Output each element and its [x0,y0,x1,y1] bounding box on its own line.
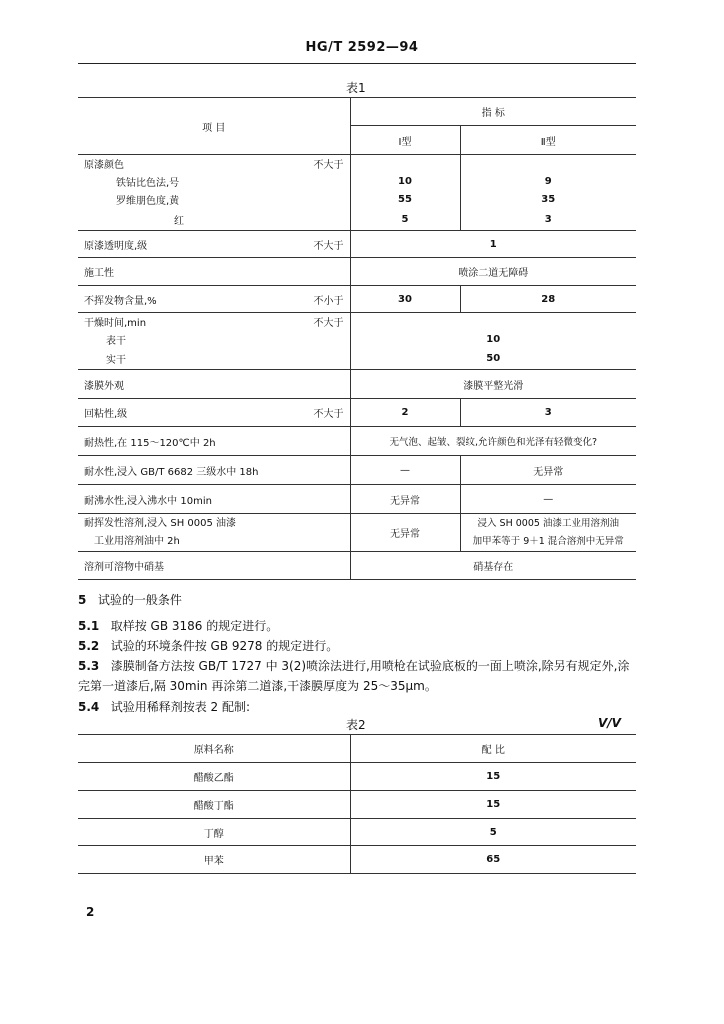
value-merged: 50 [350,349,636,370]
table1-head-item: 项 目 [78,98,350,155]
table-row [78,846,636,874]
row-label: 耐沸水性,浸入沸水中 10min [84,495,212,507]
row-label: 耐挥发性溶剂,浸入 SH 0005 油漆 [84,517,237,529]
row-limit: 不大于 [313,240,344,252]
clause-text: 试验用稀释剂按表 2 配制: [110,700,251,714]
table-row-drying [78,313,636,331]
value-type1: 30 [350,286,460,313]
table2-head-ratio: 配 比 [350,735,636,763]
table-row [78,819,636,846]
table1-head-index: 指 标 [350,98,636,126]
value-merged: 硝基存在 [350,552,636,580]
row-limit: 不大于 [313,318,344,330]
table-row-workability [78,258,636,286]
table-row [78,331,636,349]
value-type2: 28 [460,286,636,313]
clause-text: 取样按 GB 3186 的规定进行。 [110,619,279,633]
clause-number: 5.4 [78,700,100,714]
table-row-nonvolatile [78,286,636,313]
table1-head-type2: Ⅱ型 [460,126,636,155]
table1-header-row [78,98,636,126]
value-merged: 无气泡、起皱、裂纹,允许颜色和光泽有轻微变化? [350,427,636,456]
ratio-value: 15 [350,791,636,819]
table-cell [350,313,636,331]
clause-number: 5.2 [78,639,100,653]
value-type2: 35 [460,191,636,209]
value-merged: 喷涂二道无障碍 [350,258,636,286]
clause-5-2 [78,636,638,656]
row-label: 不挥发物含量,% [84,295,157,307]
ratio-value: 15 [350,763,636,791]
clause-text: 漆膜制备方法按 GB/T 1727 中 3(2)喷涂法进行,用喷枪在试验底板的一面上喷涂,除另有规定外,涂完第一道漆后,隔 30min 再涂第二道漆,干漆膜厚度为 25～35μm。 [78,659,630,693]
table-row [78,763,636,791]
table-row [78,349,636,370]
table-row-color [78,155,636,173]
row-sublabel: 罗维朋色度,黄 [116,196,180,207]
row-label: 耐热性,在 115～120℃中 2h [84,437,216,449]
material-name: 丁醇 [203,828,224,840]
table-cell [78,514,350,552]
row-limit: 不大于 [313,160,344,172]
section5-title [78,590,638,610]
material-name: 甲苯 [203,856,224,867]
value-type1: 无异常 [350,514,460,552]
value-type2: 3 [460,209,636,231]
value-type2: 3 [460,399,636,427]
row-label: 原漆透明度,级 [84,240,148,252]
table-row-water [78,456,636,485]
table-row-solvent [78,514,636,552]
row-label: 干燥时间,min [84,318,147,330]
standard-code-header: HG/T 2592—94 [305,40,419,55]
table2-header-row [78,735,636,763]
table2-head-name: 原料名称 [193,745,234,756]
section-number: 5 [78,593,87,607]
row-label: 溶剂可溶物中硝基 [84,562,164,573]
value-type1: 10 [350,173,460,191]
material-name: 醋酸乙酯 [193,773,234,784]
table2-caption: 表2 [346,718,366,732]
table2 [78,734,636,874]
table-cell [460,155,636,173]
row-sublabel: 铁钴比色法,号 [116,178,180,189]
value-type2: — [460,485,636,514]
row-sublabel: 红 [174,215,184,227]
value-type1: 5 [350,209,460,231]
table-cell [78,231,350,258]
table-cell [78,313,350,331]
material-name: 醋酸丁酯 [193,801,234,812]
table1-caption: 表1 [346,81,366,95]
table1-head-type1: Ⅰ型 [350,126,460,155]
value-type1: 55 [350,191,460,209]
page-number: 2 [86,905,95,919]
ratio-value: 5 [350,819,636,846]
row-label: 施工性 [84,268,114,279]
table-cell [78,155,350,173]
clause-text: 试验的环境条件按 GB 9278 的规定进行。 [110,639,339,653]
value-type1: 无异常 [350,485,460,514]
table-cell [350,155,460,173]
value-type2-line2: 加甲苯等于 9＋1 混合溶剂中无异常 [472,535,624,547]
table-row-transparency [78,231,636,258]
table-row [78,173,636,191]
table-row-heat [78,427,636,456]
section-title: 试验的一般条件 [97,593,182,607]
table-row-soluble [78,552,636,580]
table-cell [78,286,350,313]
value-type2: 无异常 [460,456,636,485]
row-label: 漆膜外观 [84,380,124,392]
value-merged: 漆膜平整光滑 [350,370,636,399]
table1 [78,97,636,580]
table-cell [78,399,350,427]
value-merged: 10 [350,331,636,349]
table2-unit: V/V [598,716,621,730]
value-type2-line1: 浸入 SH 0005 油漆工业用溶剂油 [477,517,619,529]
row-limit: 不大于 [313,409,344,420]
clause-5-1 [78,616,638,636]
value-type2: 9 [460,173,636,191]
table-row-appearance [78,370,636,399]
clause-number: 5.1 [78,619,100,633]
table-cell [460,514,636,552]
row-label: 回粘性,级 [84,409,128,420]
clause-5-4 [78,697,638,717]
header-rule [78,63,636,64]
table-row [78,191,636,209]
row-label: 原漆颜色 [84,160,124,172]
table-row [78,791,636,819]
table-row-tack [78,399,636,427]
table-row-boilwater [78,485,636,514]
row-sublabel: 表干 [106,336,126,347]
value-type1: — [350,456,460,485]
table-row [78,209,636,231]
value-merged: 1 [350,231,636,258]
ratio-value: 65 [350,846,636,874]
value-type1: 2 [350,399,460,427]
row-sublabel: 实干 [106,355,126,367]
clause-number: 5.3 [78,659,100,673]
row-label: 耐水性,浸入 GB/T 6682 三级水中 18h [84,466,259,478]
row-limit: 不小于 [313,295,344,307]
row-label-cont: 工业用溶剂油中 2h [94,535,180,547]
clause-5-3 [78,656,638,696]
